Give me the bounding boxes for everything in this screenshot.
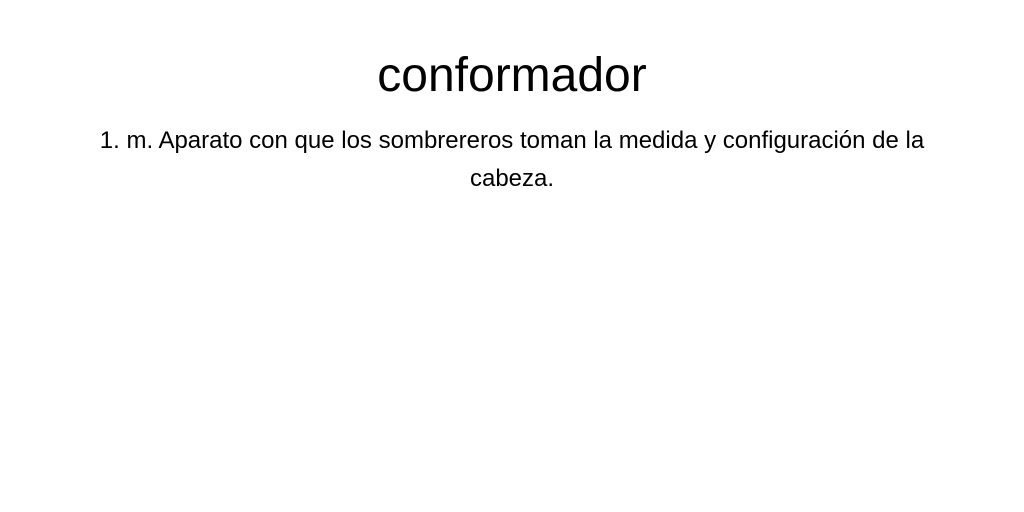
definition-text: 1. m. Aparato con que los sombrereros toman la medida y configuración de la cabeza. — [99, 127, 925, 192]
headword-title: conformador — [377, 49, 647, 102]
